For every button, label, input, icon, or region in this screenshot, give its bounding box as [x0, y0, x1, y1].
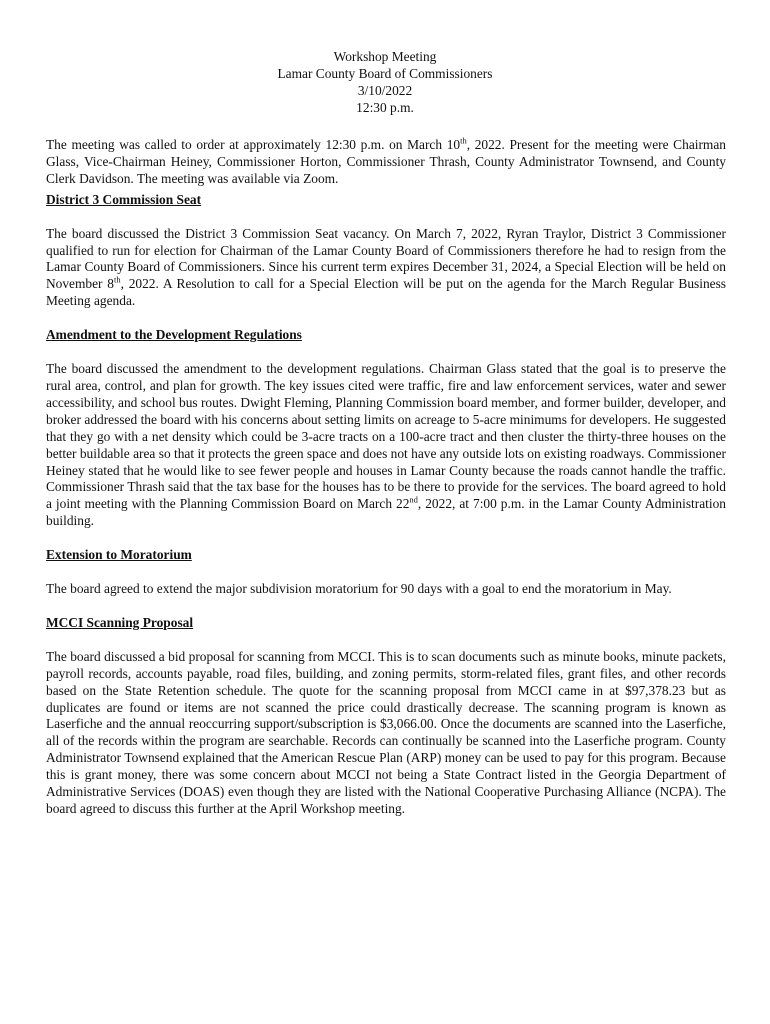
intro-paragraph: The meeting was called to order at approximately 12:30 p.m. on March 10th, 2022. Present for the meeting were Chairman Glass, Vice-Chairman Heiney, Commissioner Horton, Commissioner Thrash, County Administrator Townsend, and County Clerk Davidson. The meeting was available via Zoom.: [46, 135, 726, 186]
section-heading-district-3: District 3 Commission Seat: [46, 191, 202, 207]
section-heading-development-regulations: Amendment to the Development Regulations: [46, 327, 302, 343]
meeting-date: 3/10/2022: [357, 83, 413, 98]
section-paragraph-moratorium: The board agreed to extend the major subdivision moratorium for 90 days with a goal to end the moratorium in May.: [46, 581, 672, 597]
meeting-type: Workshop Meeting: [333, 49, 437, 64]
section-paragraph-mcci-scanning: The board discussed a bid proposal for scanning from MCCI. This is to scan documents such as minute books, minute packets, payroll records, accounts payable, road files, building, and zoning permits, storm-related files, grant files, and other records based on the State Retention schedule. The quote for the scanning proposal from MCCI came in at $97,378.23 but as duplicates are found or items are not scanned the price could drastically decrease. The scanning program is known as Laserfiche and the annual reoccurring support/subscription is $3,066.00. Once the documents are scanned into the Laserfiche, all of the records within the program are searchable. Records can continually be scanned into the Laserfiche program. County Administrator Townsend explained that the American Rescue Plan (ARP) money can be used to pay for this program. Because this is grant money, there was some concern about MCCI not being a State Contract listed in the Georgia Department of Administrative Services (DOAS) even though they are listed with the National Cooperative Purchasing Alliance (NCPA). The board agreed to discuss this further at the April Workshop meeting.: [46, 648, 726, 816]
board-name: Lamar County Board of Commissioners: [277, 66, 493, 81]
section-heading-moratorium: Extension to Moratorium: [46, 547, 192, 563]
section-paragraph-district-3: The board discussed the District 3 Commission Seat vacancy. On March 7, 2022, Ryran Traylor, District 3 Commissioner qualified to run for election for Chairman of the Lamar County Board of Commissioners therefore he had to resign from the Lamar County Board of Commissioners. Since his current term expires December 31, 2024, a Special Election will be held on November 8th, 2022. A Resolution to call for a Special Election will be put on the agenda for the March Regular Business Meeting agenda.: [46, 225, 727, 309]
section-heading-mcci-scanning: MCCI Scanning Proposal: [46, 614, 194, 630]
meeting-header: [0, 48, 770, 116]
section-paragraph-development-regulations: The board discussed the amendment to the development regulations. Chairman Glass stated that the goal is to preserve the rural area, control, and plan for growth. The key issues cited were traffic, fire and law enforcement services, water and sewer accessibility, and school bus routes. Dwight Fleming, Planning Commission board member, and former builder, developer, and broker addressed the board with his concerns about setting limits on acreage to 5-acre minimums for developers. He suggested that they go with a net density which could be 3-acre tracts on a 100-acre tract and then cluster the thirty-three houses on the better buildable area so that it protects the green space and does not have any outside lots on existing roadways. Commissioner Heiney stated that he would like to see fewer people and houses in Lamar County because the roads cannot handle the traffic. Commissioner Thrash said that the tax base for the houses has to be there to provide for the services. The board agreed to hold a joint meeting with the Planning Commission Board on March 22nd, 2022, at 7:00 p.m. in the Lamar County Administration building.: [46, 361, 726, 529]
minutes-body: [46, 137, 726, 818]
meeting-time: 12:30 p.m.: [356, 100, 414, 115]
